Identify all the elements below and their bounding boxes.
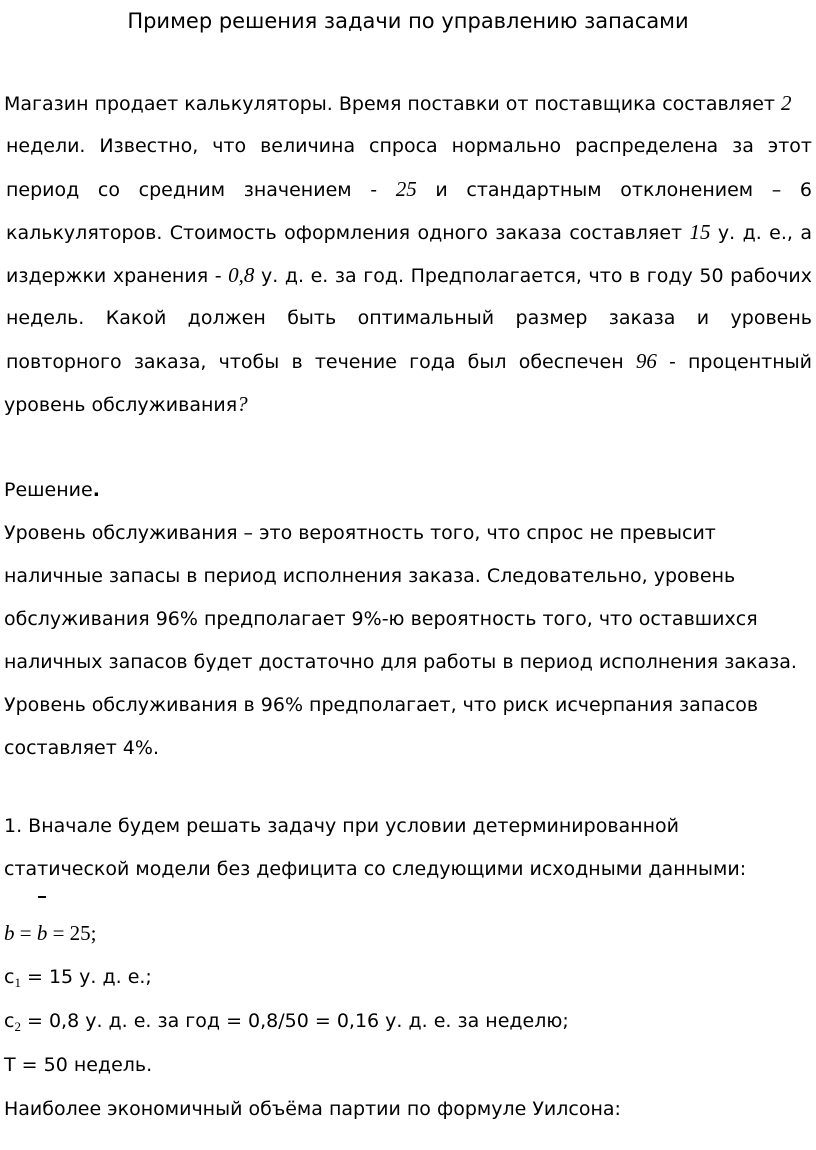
solution-line-5: Уровень обслуживания в 96% предполагает, что риск исчерпания запасов — [4, 694, 759, 716]
solution-line-2: наличные запасы в период исполнения заказа. Следовательно, уровень — [4, 565, 736, 587]
problem-line-8: уровень обслуживания? — [4, 392, 248, 416]
problem-line-2: недели. Известно, что величина спроса нормально распределена за этот — [6, 135, 812, 157]
b-mean-symbol: b — [37, 912, 48, 955]
solution-heading: Решение. — [4, 479, 100, 501]
page-title: Пример решения задачи по управлению запасами — [127, 9, 689, 33]
formula-T: Т = 50 недель. — [4, 1054, 153, 1076]
problem-line-3: период со средним значением - 25 и стандартным отклонением – 6 — [6, 177, 812, 201]
formula-c1: $с_1 = 15$ у. д. е.; — [4, 966, 152, 990]
wilson-line: Наиболее экономичный объёма партии по формуле Уилсона: — [4, 1098, 621, 1120]
solution-line-3: обслуживания 96% предполагает 9%-ю вероятность того, что оставшихся — [4, 608, 758, 630]
step1-line-2: статической модели без дефицита со следующими исходными данными: — [4, 858, 747, 880]
solution-line-1: Уровень обслуживания – это вероятность того, что спрос не превысит — [4, 522, 716, 544]
formula-b: b = b = 25; — [4, 912, 816, 955]
problem-line-6: недель. Какой должен быть оптимальный размер заказа и уровень — [6, 307, 812, 329]
problem-line-5: издержки хранения - 0,8 у. д. е. за год. Предполагается, что в году 50 рабочих — [6, 263, 813, 287]
problem-line-4: калькуляторов. Стоимость оформления одного заказа составляет 15 у. д. е., а — [6, 220, 812, 244]
step1-line-1: 1. Вначале будем решать задачу при условии детерминированной — [4, 815, 679, 837]
problem-line-1: Магазин продает калькуляторы. Время поставки от поставщика составляет 2 — [4, 91, 792, 115]
solution-line-6: составляет 4%. — [4, 737, 159, 759]
problem-line-7: повторного заказа, чтобы в течение года был обеспечен 96 - процентный — [6, 349, 812, 373]
formula-c2: $с_2 = 0,8$ у. д. е. за год = 0,8/50 = 0,16 у. д. е. за неделю; — [4, 1010, 569, 1034]
solution-line-4: наличных запасов будет достаточно для работы в период исполнения заказа. — [4, 651, 797, 673]
